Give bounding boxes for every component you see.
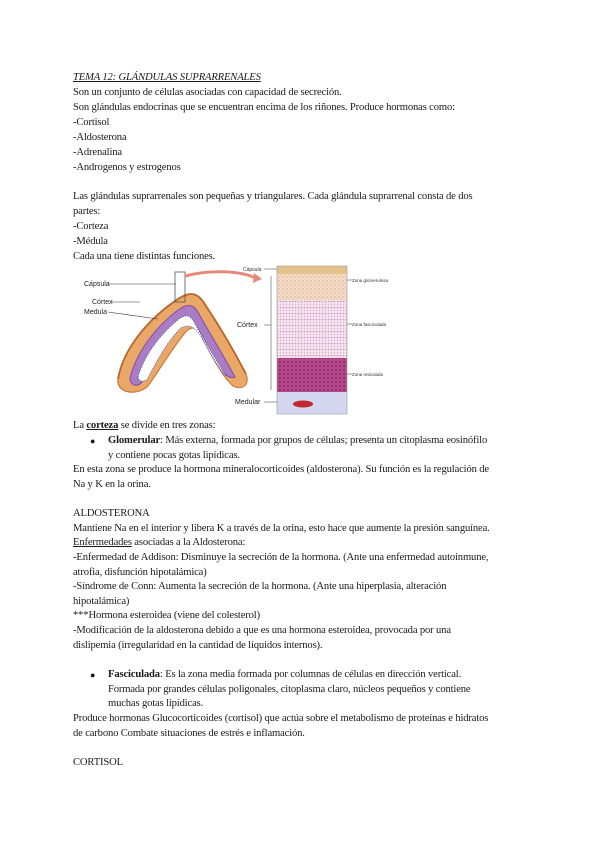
intro-line: Son un conjunto de células asociadas con capacidad de secreción. <box>73 87 342 98</box>
aldosterona-line: hipotalámica) <box>73 596 130 607</box>
cortisol-heading: CORTISOL <box>73 757 123 768</box>
leader-line <box>108 312 158 319</box>
label-cortex-right: Córtex <box>237 322 258 329</box>
fasciculada-line: Fasciculada: Es la zona media formada por columnas de células en dirección vertical. <box>108 669 462 680</box>
part-item: -Médula <box>73 236 108 247</box>
fasciculada-after-line: Produce hormonas Glucocorticoides (cortisol) que actúa sobre el metabolismo de proteínas e hidratos <box>73 713 489 724</box>
fasciculada-line: Formada por grandes células poligonales, citoplasma claro, núcleos pequeños y contiene <box>108 684 471 695</box>
label-zona-reticulada: Zona reticulada <box>352 372 384 377</box>
label-medular-right: Medular <box>235 399 261 406</box>
aldosterona-line: dislipemia (irregularidad en la cantidad de líquidos internos). <box>73 640 323 651</box>
histology-column <box>277 266 347 414</box>
enfermedades-term: Enfermedades <box>73 537 132 548</box>
label-zona-glomerulosa: Zona glomerulosa <box>352 278 389 283</box>
fasciculada-after-line: de carbono Combate situaciones de estrés e inflamación. <box>73 728 305 739</box>
label-cortex-left: Córtex <box>92 299 113 306</box>
parts-line: partes: <box>73 206 101 217</box>
aldosterona-line: ***Hormona esteroidea (viene del colesterol) <box>73 610 260 621</box>
glomerular-term: Glomerular <box>108 435 161 446</box>
intro-line: Son glándulas endocrinas que se encuentran encima de los riñones. Produce hormonas como: <box>73 102 455 113</box>
document-title: TEMA 12: GLÁNDULAS SUPRARRENALES <box>73 72 261 83</box>
adrenal-gland-figure <box>78 264 389 416</box>
bullet-glomerular: ● <box>90 436 96 446</box>
label-medula-left: Medula <box>84 309 107 316</box>
label-capsula-left: Cápsula <box>84 281 110 288</box>
fasciculada-line: muchas gotas lipídicas. <box>108 698 204 709</box>
corteza-line: La corteza se divide en tres zonas: <box>73 420 216 431</box>
aldosterona-line: Mantiene Na en el interior y libera K a través de la orina, esto hace que aumente la presión sanguínea. <box>73 523 490 534</box>
aldosterona-heading: ALDOSTERONA <box>73 508 150 519</box>
aldosterona-line: -Síndrome de Conn: Aumenta la secreción de la hormona. (Ante una hiperplasia, alteración <box>73 581 447 592</box>
aldosterona-line: -Modificación de la aldosterona debido a que es una hormona esteroidea, provocada por una <box>73 625 451 636</box>
fasciculada-term: Fasciculada <box>108 669 160 680</box>
label-zona-fasciculada: Zona fasciculada <box>352 322 387 327</box>
enfermedades-line: Enfermedades asociadas a la Aldosterona: <box>73 537 246 548</box>
glomerular-line: y contiene pocas gotas lipídicas. <box>108 450 240 461</box>
gland-drawing <box>118 272 262 392</box>
glomerular-after-line: En esta zona se produce la hormona mineralocorticoides (aldosterona). Su función es la regulación de <box>73 464 489 475</box>
hormone-item: -Adrenalina <box>73 147 122 158</box>
aldosterona-line: atrofia, disfunción hipotalámica) <box>73 567 207 578</box>
glomerular-line: Glomerular: Más externa, formada por grupos de células; presenta un citoplasma eosinófilo <box>108 435 488 446</box>
bullet-fasciculada: ● <box>90 670 96 680</box>
corteza-term: corteza <box>86 420 119 431</box>
part-item: -Corteza <box>73 221 109 232</box>
parts-line: Las glándulas suprarrenales son pequeñas y triangulares. Cada glándula suprarrenal consta de dos <box>73 191 473 202</box>
glomerular-after-line: Na y K en la orina. <box>73 479 151 490</box>
parts-line: Cada una tiene distintas funciones. <box>73 251 216 262</box>
aldosterona-line: -Enfermedad de Addison: Disminuye la secreción de la hormona. (Ante una enfermedad autoinmune, <box>73 552 489 563</box>
label-capsula-right: Cápsula <box>243 267 262 273</box>
hormone-item: -Androgenos y estrogenos <box>73 162 181 173</box>
hormone-item: -Aldosterona <box>73 132 127 143</box>
hormone-item: -Cortisol <box>73 117 110 128</box>
